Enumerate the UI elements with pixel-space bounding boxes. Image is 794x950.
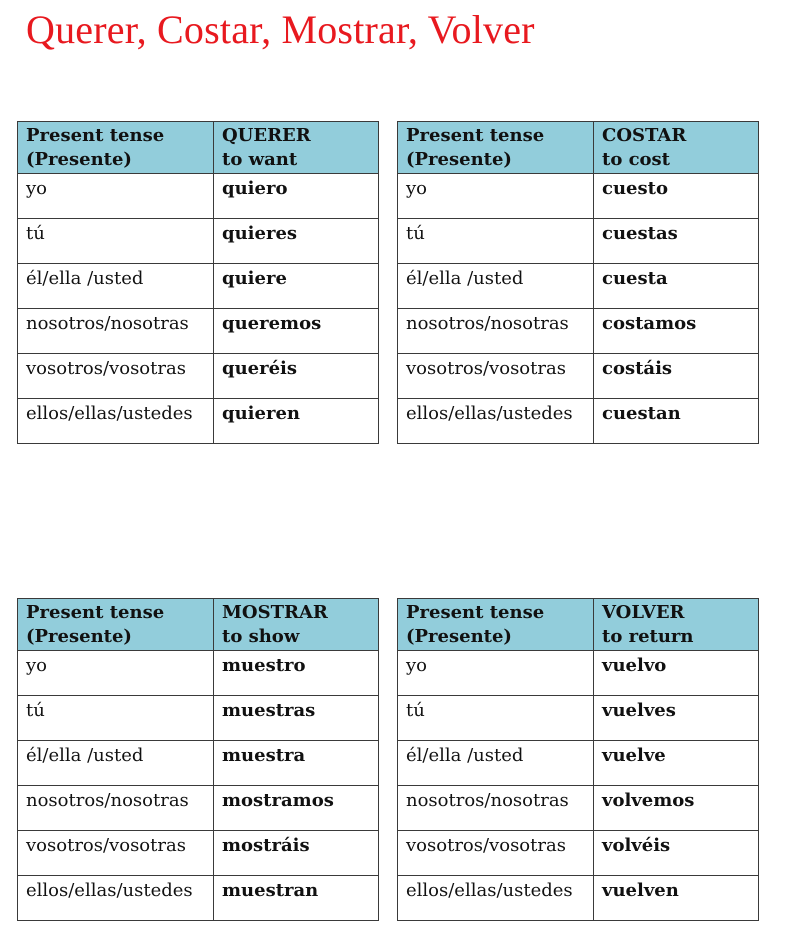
- pronoun-cell: él/ella /usted: [18, 264, 214, 309]
- pronoun-cell: vosotros/vosotras: [398, 831, 594, 876]
- table-row: [398, 876, 759, 921]
- verb-infinitive: VOLVER: [602, 602, 685, 623]
- table-row: [398, 174, 759, 219]
- tense-label: Present tense: [26, 602, 165, 623]
- conjugation-table-mostrar: [17, 598, 379, 921]
- tense-header-cell: [398, 122, 594, 174]
- table-row: [18, 651, 379, 696]
- pronoun-cell: yo: [398, 651, 594, 696]
- verb-header-cell: [594, 599, 759, 651]
- table-row: [398, 354, 759, 399]
- verb-form-cell: costáis: [594, 354, 759, 399]
- table-row: [18, 696, 379, 741]
- verb-form-cell: quieres: [214, 219, 379, 264]
- pronoun-cell: él/ella /usted: [18, 741, 214, 786]
- tense-header-cell: [18, 122, 214, 174]
- verb-form-cell: cuestas: [594, 219, 759, 264]
- tense-label-spanish: (Presente): [26, 626, 132, 647]
- table-header-row: [18, 599, 379, 651]
- pronoun-cell: yo: [18, 651, 214, 696]
- tense-header-cell: [398, 599, 594, 651]
- tense-label-spanish: (Presente): [406, 626, 512, 647]
- pronoun-cell: nosotros/nosotras: [18, 309, 214, 354]
- verb-form-cell: cuesta: [594, 264, 759, 309]
- verb-form-cell: cuestan: [594, 399, 759, 444]
- verb-form-cell: volvemos: [594, 786, 759, 831]
- pronoun-cell: ellos/ellas/ustedes: [398, 399, 594, 444]
- pronoun-cell: tú: [18, 696, 214, 741]
- pronoun-cell: tú: [398, 696, 594, 741]
- table-header-row: [398, 122, 759, 174]
- tense-label: Present tense: [406, 125, 545, 146]
- verb-header-cell: [214, 599, 379, 651]
- verb-form-cell: quiere: [214, 264, 379, 309]
- pronoun-cell: nosotros/nosotras: [398, 786, 594, 831]
- tense-label-spanish: (Presente): [26, 149, 132, 170]
- pronoun-cell: ellos/ellas/ustedes: [398, 876, 594, 921]
- table-row: [18, 309, 379, 354]
- verb-form-cell: queremos: [214, 309, 379, 354]
- table-row: [18, 831, 379, 876]
- verb-form-cell: quiero: [214, 174, 379, 219]
- pronoun-cell: él/ella /usted: [398, 741, 594, 786]
- table-row: [18, 399, 379, 444]
- pronoun-cell: nosotros/nosotras: [398, 309, 594, 354]
- table-row: [18, 264, 379, 309]
- verb-form-cell: costamos: [594, 309, 759, 354]
- conjugation-table-querer: [17, 121, 379, 444]
- pronoun-cell: yo: [398, 174, 594, 219]
- verb-meaning: to want: [222, 149, 298, 170]
- table-row: [398, 399, 759, 444]
- verb-form-cell: vuelvo: [594, 651, 759, 696]
- table-row: [18, 741, 379, 786]
- verb-form-cell: muestro: [214, 651, 379, 696]
- conjugation-table-volver: [397, 598, 759, 921]
- verb-header-cell: [214, 122, 379, 174]
- pronoun-cell: vosotros/vosotras: [18, 354, 214, 399]
- table-row: [398, 741, 759, 786]
- verb-form-cell: mostramos: [214, 786, 379, 831]
- verb-form-cell: cuesto: [594, 174, 759, 219]
- verb-meaning: to show: [222, 626, 300, 647]
- verb-form-cell: muestra: [214, 741, 379, 786]
- tense-label-spanish: (Presente): [406, 149, 512, 170]
- page-title: Querer, Costar, Mostrar, Volver: [26, 7, 535, 52]
- pronoun-cell: yo: [18, 174, 214, 219]
- verb-header-cell: [594, 122, 759, 174]
- pronoun-cell: ellos/ellas/ustedes: [18, 876, 214, 921]
- table-row: [398, 831, 759, 876]
- verb-form-cell: quieren: [214, 399, 379, 444]
- table-row: [18, 219, 379, 264]
- pronoun-cell: nosotros/nosotras: [18, 786, 214, 831]
- tense-header-cell: [18, 599, 214, 651]
- verb-form-cell: volvéis: [594, 831, 759, 876]
- verb-meaning: to return: [602, 626, 694, 647]
- verb-form-cell: muestran: [214, 876, 379, 921]
- verb-form-cell: vuelve: [594, 741, 759, 786]
- pronoun-cell: vosotros/vosotras: [18, 831, 214, 876]
- pronoun-cell: él/ella /usted: [398, 264, 594, 309]
- table-row: [398, 264, 759, 309]
- table-header-row: [398, 599, 759, 651]
- verb-infinitive: QUERER: [222, 125, 311, 146]
- verb-infinitive: COSTAR: [602, 125, 687, 146]
- verb-infinitive: MOSTRAR: [222, 602, 328, 623]
- verb-form-cell: mostráis: [214, 831, 379, 876]
- verb-meaning: to cost: [602, 149, 671, 170]
- table-row: [398, 696, 759, 741]
- table-header-row: [18, 122, 379, 174]
- table-row: [398, 309, 759, 354]
- tense-label: Present tense: [26, 125, 165, 146]
- verb-form-cell: vuelven: [594, 876, 759, 921]
- table-row: [398, 219, 759, 264]
- verb-form-cell: muestras: [214, 696, 379, 741]
- pronoun-cell: tú: [398, 219, 594, 264]
- pronoun-cell: vosotros/vosotras: [398, 354, 594, 399]
- table-row: [398, 786, 759, 831]
- table-row: [18, 354, 379, 399]
- table-row: [18, 876, 379, 921]
- pronoun-cell: tú: [18, 219, 214, 264]
- verb-form-cell: queréis: [214, 354, 379, 399]
- verb-form-cell: vuelves: [594, 696, 759, 741]
- table-row: [18, 786, 379, 831]
- tense-label: Present tense: [406, 602, 545, 623]
- table-row: [18, 174, 379, 219]
- pronoun-cell: ellos/ellas/ustedes: [18, 399, 214, 444]
- conjugation-table-costar: [397, 121, 759, 444]
- table-row: [398, 651, 759, 696]
